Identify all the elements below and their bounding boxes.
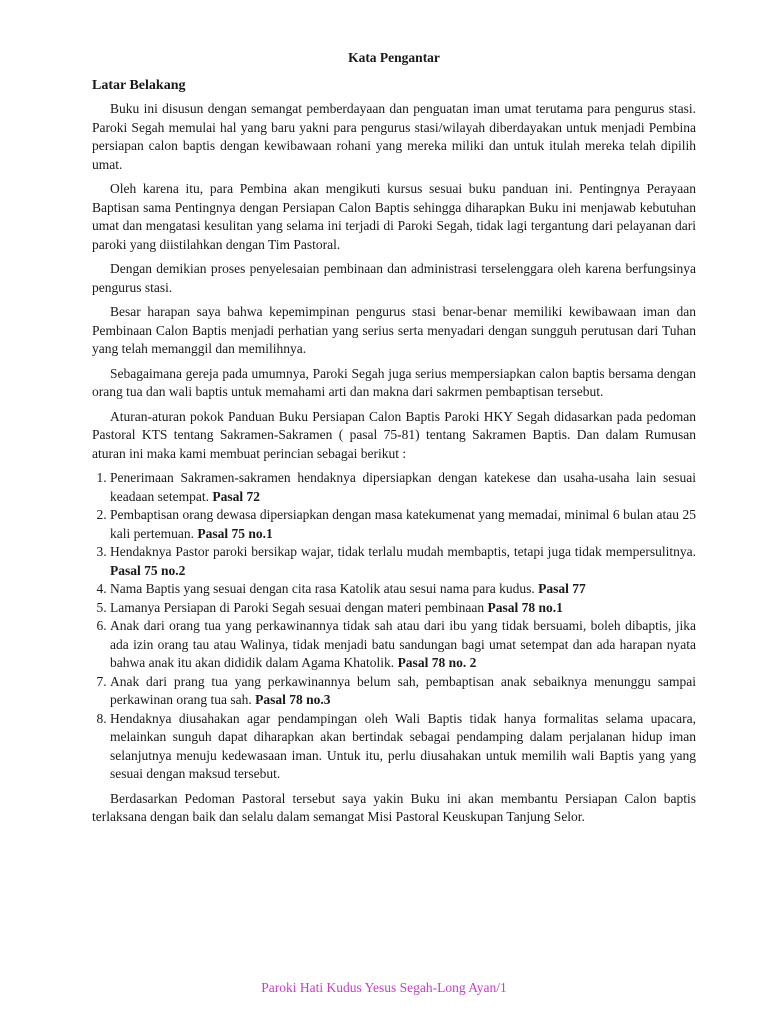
- paragraph-1: Buku ini disusun dengan semangat pemberdayaan dan penguatan iman umat terutama para pengurus stasi. Paroki Segah memulai hal yang baru yakni para pengurus stasi/wilayah diberdayakan untuk menjadi Pembina persiapan calon baptis dengan kewibawaan rohani yang mereka miliki dan untuk itulah mereka telah dipilih umat.: [92, 101, 696, 172]
- list-item: [110, 599, 696, 618]
- list-item: [110, 469, 696, 506]
- list-item: [110, 710, 696, 784]
- rule-text: Lamanya Persiapan di Paroki Segah sesuai dengan materi pembinaan: [110, 599, 488, 615]
- rule-text: Nama Baptis yang sesuai dengan cita rasa Katolik atau sesui nama para kudus.: [110, 581, 539, 596]
- rule-text: Penerimaan Sakramen-sakramen hendaknya dipersiapkan dengan katekese dan usaha-usaha lain sesuai keadaan setempat.: [110, 470, 696, 504]
- rule-text: Anak dari orang tua yang perkawinannya tidak sah atau dari ibu yang tidak bersuami, boleh dibaptis, jika ada izin orang tau atau Walinya, tidak menjadi batu sandungan bagi umat setempat dan ada harapan nyata bahwa anak itu akan dididik dalam Agama Khatolik.: [110, 618, 696, 670]
- rule-reference: Pasal 78 no.3: [255, 692, 331, 707]
- rule-reference: Pasal 77: [538, 581, 586, 596]
- rule-text: Hendaknya diusahakan agar pendampingan oleh Wali Baptis tidak hanya formalitas selama upacara, melainkan sunguh dapat diharapkan akan bertindak sebagai pendamping dalam perjalanan hidup iman selanjutnya menuju kedewasaan iman. Untuk itu, perlu diusahakan untuk memilih wali Baptis yang yang sesuai dengan maksud tersebut.: [110, 710, 696, 781]
- rule-reference: Pasal 72: [212, 488, 260, 504]
- list-item: [110, 543, 696, 580]
- list-item: [110, 580, 696, 599]
- rule-reference: Pasal 75 no.1: [197, 525, 273, 541]
- rule-reference: Pasal 78 no.1: [487, 599, 563, 615]
- paragraph-3: Dengan demikian proses penyelesaian pembinaan dan administrasi terselenggara oleh karena berfungsinya pengurus stasi.: [92, 261, 696, 295]
- rule-reference: Pasal 78 no. 2: [397, 655, 477, 670]
- page-footer: Paroki Hati Kudus Yesus Segah-Long Ayan/1: [261, 980, 507, 995]
- list-item: [110, 617, 696, 673]
- rule-text: Pembaptisan orang dewasa dipersiapkan dengan masa katekumenat yang memadai, minimal 6 bulan atau 25 kali pertemuan.: [110, 507, 696, 541]
- paragraph-5: Sebagaimana gereja pada umumnya, Paroki Segah juga serius mempersiapkan calon baptis bersama dengan orang tua dan wali baptis untuk memahami arti dan makna dari sakrmen pembaptisan tersebut.: [92, 365, 696, 399]
- paragraph-6: Aturan-aturan pokok Panduan Buku Persiapan Calon Baptis Paroki HKY Segah didasarkan pada pedoman Pastoral KTS tentang Sakramen-Sakramen ( pasal 75-81) tentang Sakramen Baptis. Dan dalam Rumusan aturan ini maka kami membuat perincian sebagai berikut :: [92, 408, 696, 461]
- rule-text: Anak dari prang tua yang perkawinannya belum sah, pembaptisan anak sebaiknya menunggu sampai perkawinan orang tua sah.: [110, 673, 696, 707]
- closing-paragraph: Berdasarkan Pedoman Pastoral tersebut saya yakin Buku ini akan membantu Persiapan Calon baptis terlaksana dengan baik dan selalu dalam semangat Misi Pastoral Keuskupan Tanjung Selor.: [92, 790, 696, 824]
- list-item: [110, 673, 696, 710]
- page-title: Kata Pengantar: [348, 50, 440, 65]
- rule-reference: Pasal 75 no.2: [110, 562, 186, 578]
- list-item: [110, 506, 696, 543]
- paragraph-2: Oleh karena itu, para Pembina akan mengikuti kursus sesuai buku panduan ini. Pentingnya Perayaan Baptisan sama Pentingnya dengan Persiapan Calon Baptis sehingga diharapkan Buku ini menjawab kebutuhan umat dan mengatasi kesulitan yang selama ini terjadi di Paroki Segah, tidak lagi tergantung dari pelayanan dari paroki yang diistilahkan dengan Tim Pastoral.: [92, 181, 696, 252]
- paragraph-4: Besar harapan saya bahwa kepemimpinan pengurus stasi benar-benar memiliki kewibawaan iman dan Pembinaan Calon Baptis menjadi perhatian yang serius serta menyadari dengan sungguh perutusan dari Tuhan yang telah memanggil dan memilihnya.: [92, 304, 696, 356]
- rule-text: Hendaknya Pastor paroki bersikap wajar, tidak terlalu mudah membaptis, tetapi juga tidak mempersulitnya.: [110, 544, 696, 559]
- rules-list: [92, 469, 696, 784]
- section-heading: Latar Belakang: [92, 78, 186, 93]
